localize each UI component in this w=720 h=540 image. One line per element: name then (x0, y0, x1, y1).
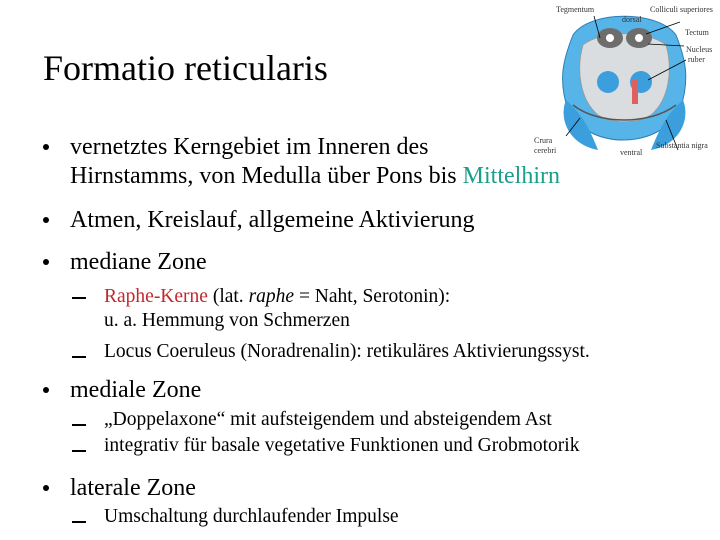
label-cerebri: cerebri (534, 146, 557, 155)
sub-raphe-line-2: u. a. Hemmung von Schmerzen (104, 310, 350, 331)
bullet-dot (43, 259, 49, 265)
bullet-2: Atmen, Kreislauf, allgemeine Aktivierung (70, 207, 475, 233)
sub-dash (72, 297, 86, 299)
label-substantia-nigra: Substantia nigra (656, 141, 708, 150)
raphe-kerne-highlight: Raphe-Kerne (104, 286, 208, 307)
label-dorsal: dorsal (622, 15, 642, 24)
label-ruber: ruber (688, 55, 705, 64)
bullet-dot (43, 485, 49, 491)
sub-raphe: Raphe-Kerne (lat. raphe = Naht, Serotonin): (104, 286, 451, 307)
label-nucleus: Nucleus (686, 45, 713, 54)
sub-dash (72, 521, 86, 523)
sub-dash (72, 356, 86, 358)
sub-umschaltung: Umschaltung durchlaufender Impulse (104, 506, 399, 527)
label-crura: Crura (534, 136, 553, 145)
bullet-5: laterale Zone (70, 475, 196, 501)
tegmentum-region (580, 34, 670, 122)
bullet-dot (43, 217, 49, 223)
label-tegmentum: Tegmentum (556, 5, 595, 14)
sub-doppelaxone: „Doppelaxone“ mit aufsteigendem und absteigendem Ast (104, 409, 552, 430)
sub-locus-coeruleus: Locus Coeruleus (Noradrenalin): retikuläres Aktivierungssyst. (104, 341, 590, 362)
bullet-3: mediane Zone (70, 249, 207, 275)
raphe-mark (632, 80, 638, 104)
sub-dash (72, 450, 86, 452)
bullet-4: mediale Zone (70, 377, 202, 403)
bullet-1-line-1: vernetztes Kerngebiet im Inneren des (70, 134, 429, 160)
sub-integrativ: integrativ für basale vegetative Funktionen und Grobmotorik (104, 435, 580, 456)
midbrain-cross-section-figure (528, 0, 720, 165)
bullet-1-text: Hirnstamms, von Medulla über Pons bis (70, 163, 463, 189)
label-tectum: Tectum (685, 28, 709, 37)
slide-title: Formatio reticularis (43, 48, 328, 88)
bullet-1-line-2 (70, 162, 560, 191)
bullet-dot (43, 387, 49, 393)
bullet-dot (43, 144, 49, 150)
sub-dash (72, 424, 86, 426)
mittelhirn-highlight: Mittelhirn (462, 163, 560, 189)
label-ventral: ventral (620, 148, 643, 157)
nucleus-ruber-left (597, 71, 619, 93)
label-colliculi: Colliculi superiores (650, 5, 713, 14)
